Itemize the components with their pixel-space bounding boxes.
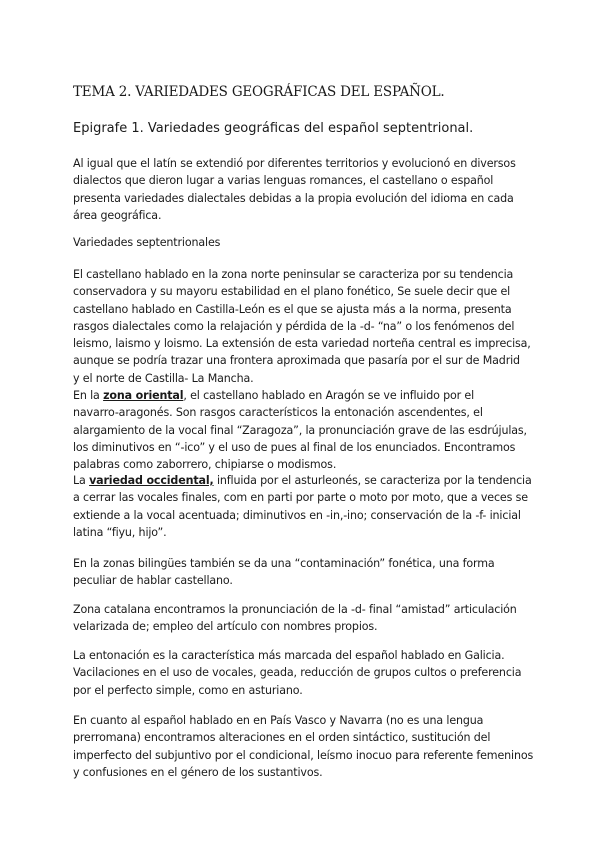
text-line: extiende a la vocal acentuada; diminutivos en -in,-ino; conservación de la -f- inicial: [73, 508, 521, 522]
text-line: En la zonas bilingües también se da una “contaminación” fonética, una forma: [73, 557, 495, 570]
text-line: los diminutivos en “-ico” y el uso de pues al final de los enunciados. Encontramos: [73, 440, 516, 454]
text-line: palabras como zaborrero, chipiarse o modismos.: [73, 458, 337, 472]
vasco-paragraph: [73, 712, 533, 781]
text-line: alargamiento de la vocal final “Zaragoza”, la pronunciación grave de las esdrújulas,: [73, 423, 527, 437]
text-line: castellano hablado en Castilla-León es el que se ajusta más a la norma, presenta: [73, 302, 512, 316]
text-line: y el norte de Castilla- La Mancha.: [73, 371, 254, 385]
bilingues-paragraph: [73, 555, 533, 590]
text-line: por el perfecto simple, como en asturiano.: [73, 683, 303, 697]
text-line: La entonación es la característica más marcada del español hablado en Galicia.: [73, 649, 505, 662]
text-line: En cuanto al español hablado en en País Vasco y Navarra (no es una lengua: [73, 714, 484, 727]
text-line: Zona catalana encontramos la pronunciación de la -d- final “amistad” articulación: [73, 603, 517, 616]
oriental-first-line: En la zona oriental, el castellano hablado en Aragón se ve influido por el: [73, 389, 475, 403]
text-line: imperfecto del subjuntivo por el condicional, leísmo inocuo para referente femeninos: [73, 748, 534, 762]
zona-oriental-term: zona oriental: [103, 389, 184, 403]
text-line: leismo, laismo y loismo. La extensión de esta variedad norteña central es imprecisa,: [73, 337, 531, 351]
text-line: conservadora y su mayoru estabilidad en el plano fonético, Se suele decir que el: [73, 285, 511, 299]
text-line: Al igual que el latín se extendió por diferentes territorios y evolucionó en diversos: [73, 157, 516, 170]
catalana-paragraph: [73, 601, 533, 636]
subheading: Variedades septentrionales: [73, 236, 221, 249]
text-line: prerromana) encontramos alteraciones en el orden sintáctico, sustitución del: [73, 731, 491, 745]
text-line: aunque se podría trazar una frontera aproximada que pasaría por el sur de Madrid: [73, 354, 520, 368]
text-line: velarizada de; empleo del artículo con nombres propios.: [73, 620, 378, 634]
text-line: a cerrar las vocales finales, com en parti por parte o moto por moto, que a veces se: [73, 491, 528, 505]
text-line: latina “fiyu, hijo”.: [73, 525, 167, 539]
galicia-paragraph: [73, 647, 533, 699]
text-line: Vacilaciones en el uso de vocales, geada, reducción de grupos cultos o preferencia: [73, 666, 522, 680]
norte-paragraph: [73, 266, 533, 474]
text-line: presenta variedades dialectales debidas a la propia evolución del idioma en cada: [73, 191, 514, 205]
occidental-first-line: La variedad occidental, influida por el asturleonés, se caracteriza por la tendencia: [73, 474, 532, 487]
section-heading: Epigrafe 1. Variedades geográficas del español septentrional.: [73, 121, 474, 136]
text-line: El castellano hablado en la zona norte peninsular se caracteriza por su tendencia: [73, 268, 514, 281]
text-line: dialectos que dieron lugar a varias lenguas romances, el castellano o español: [73, 174, 494, 188]
text-line: y confusiones en el género de los sustantivos.: [73, 765, 323, 779]
variedad-occidental-term: variedad occidental,: [89, 474, 214, 487]
text-line: rasgos dialectales como la relajación y pérdida de la -d- “na” o los fenómenos del: [73, 319, 515, 333]
intro-paragraph: [73, 155, 533, 224]
occidental-paragraph: [73, 472, 533, 541]
text-line: área geográfica.: [73, 208, 162, 222]
text-line: navarro-aragonés. Son rasgos característicos la entonación ascendentes, el: [73, 406, 483, 420]
text-line: peculiar de hablar castellano.: [73, 574, 233, 588]
page-title: TEMA 2. VARIEDADES GEOGRÁFICAS DEL ESPAÑOL.: [73, 84, 445, 100]
